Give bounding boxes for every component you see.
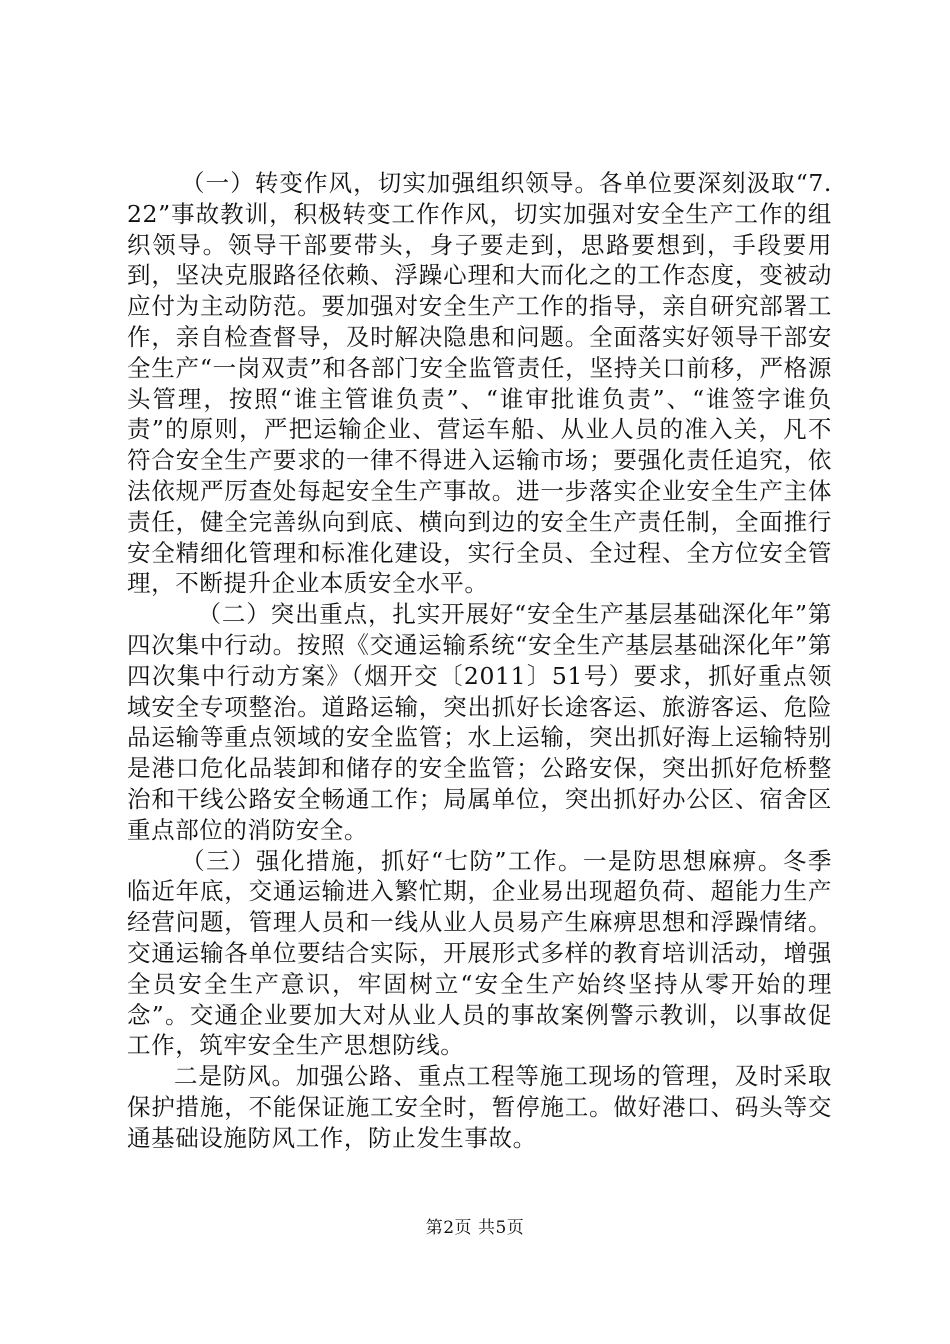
paragraph-4: 二是防风。加强公路、重点工程等施工现场的管理，及时采取保护措施，不能保证施工安全时，暂停施工。做好港口、码头等交通基础设施防风工作，防止发生事故。 [127,1062,832,1152]
document-body [127,168,832,1154]
page-footer: 第2页 共5页 [425,1218,525,1238]
paragraph-1: （一）转变作风，切实加强组织领导。各单位要深刻汲取“7.22”事故教训，积极转变工作作风，切实加强对安全生产工作的组织领导。领导干部要带头，身子要走到，思路要想到，手段要用到，坚决克服路径依赖、浮躁心理和大而化之的工作态度，变被动应付为主动防范。要加强对安全生产工作的指导，亲自研究部署工作，亲自检查督导，及时解决隐患和问题。全面落实好领导干部安全生产“一岗双责”和各部门安全监管责任，坚持关口前移，严格源头管理，按照“谁主管谁负责”、“谁审批谁负责”、“谁签字谁负责”的原则，严把运输企业、营运车船、从业人员的准入关，凡不符合安全生产要求的一律不得进入运输市场；要强化责任追究，依法依规严厉查处每起安全生产事故。进一步落实企业安全生产主体责任，健全完善纵向到底、横向到边的安全生产责任制，全面推行安全精细化管理和标准化建设，实行全员、全过程、全方位安全管理，不断提升企业本质安全水平。 [127,169,832,598]
paragraph-3: （三）强化措施，抓好“七防”工作。一是防思想麻痹。冬季临近年底，交通运输进入繁忙期，企业易出现超负荷、超能力生产经营问题，管理人员和一线从业人员易产生麻痹思想和浮躁情绪。交通运输各单位要结合实际，开展形式多样的教育培训活动，增强全员安全生产意识，牢固树立“安全生产始终坚持从零开始的理念”。交通企业要加大对从业人员的事故案例警示教训，以事故促工作，筑牢安全生产思想防线。 [127,846,832,1060]
paragraph-2: （二）突出重点，扎实开展好“安全生产基层基础深化年”第四次集中行动。按照《交通运输系统“安全生产基层基础深化年”第四次集中行动方案》（烟开交〔2011〕51号）要求，抓好重点领域安全专项整治。道路运输，突出抓好长途客运、旅游客运、危险品运输等重点领域的安全监管；水上运输，突出抓好海上运输特别是港口危化品装卸和储存的安全监管；公路安保，突出抓好危桥整治和干线公路安全畅通工作；局属单位，突出抓好办公区、宿舍区重点部位的消防安全。 [127,600,832,844]
